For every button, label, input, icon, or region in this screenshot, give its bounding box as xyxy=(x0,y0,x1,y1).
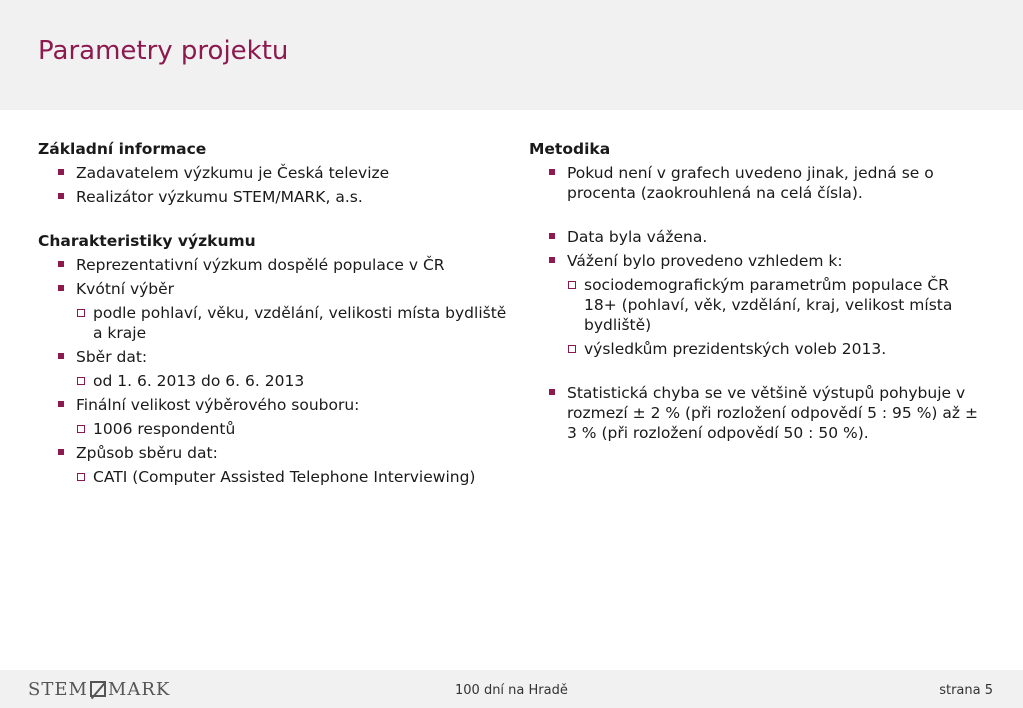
square-bullet-icon xyxy=(58,169,64,175)
basic-info-heading: Základní informace xyxy=(38,140,207,158)
sub-list-item: sociodemografickým parametrům populace ČR 18+ (pohlaví, věk, vzdělání, kraj, velikost místa bydliště) xyxy=(529,275,984,335)
error-list xyxy=(529,383,984,443)
square-bullet-icon xyxy=(549,169,555,175)
hollow-square-bullet-icon xyxy=(568,281,576,289)
hollow-square-bullet-icon xyxy=(77,473,85,481)
page-title: Parametry projektu xyxy=(38,36,289,66)
list-item: Finální velikost výběrového souboru: xyxy=(38,395,508,415)
footer-caption: 100 dní na Hradě xyxy=(455,683,568,698)
square-bullet-icon xyxy=(58,449,64,455)
sub-list-item: od 1. 6. 2013 do 6. 6. 2013 xyxy=(38,371,508,391)
list-item: Reprezentativní výzkum dospělé populace v ČR xyxy=(38,255,508,275)
square-bullet-icon xyxy=(549,257,555,263)
sub-list-item: CATI (Computer Assisted Telephone Interviewing) xyxy=(38,467,508,487)
list-item: Zadavatelem výzkumu je Česká televize xyxy=(38,163,508,183)
square-bullet-icon xyxy=(58,261,64,267)
methodology-list xyxy=(529,163,984,203)
list-item: Vážení bylo provedeno vzhledem k: xyxy=(529,251,984,271)
left-column xyxy=(38,139,508,491)
sub-list-item: výsledkům prezidentských voleb 2013. xyxy=(529,339,984,359)
square-bullet-icon xyxy=(58,285,64,291)
characteristics-list xyxy=(38,255,508,487)
hollow-square-bullet-icon xyxy=(77,425,85,433)
right-column xyxy=(529,139,984,447)
list-item: Sběr dat: xyxy=(38,347,508,367)
list-item: Realizátor výzkumu STEM/MARK, a.s. xyxy=(38,187,508,207)
list-item: Statistická chyba se ve většině výstupů pohybuje v rozmezí ± 2 % (při rozložení odpovědí 5 : 95 %) až ± 3 % (při rozložení odpovědí 50 : 50 %). xyxy=(529,383,984,443)
page-number: strana 5 xyxy=(939,683,993,698)
sub-list-item: podle pohlaví, věku, vzdělání, velikosti místa bydliště a kraje xyxy=(38,303,508,343)
list-item: Pokud není v grafech uvedeno jinak, jedná se o procenta (zaokrouhlená na celá čísla). xyxy=(529,163,984,203)
square-bullet-icon xyxy=(58,193,64,199)
hollow-square-bullet-icon xyxy=(568,345,576,353)
list-item: Způsob sběru dat: xyxy=(38,443,508,463)
sub-list-item: 1006 respondentů xyxy=(38,419,508,439)
stem-mark-logo: STEM MARK xyxy=(28,678,171,700)
square-bullet-icon xyxy=(549,389,555,395)
weighting-list xyxy=(529,227,984,359)
hollow-square-bullet-icon xyxy=(77,309,85,317)
hollow-square-bullet-icon xyxy=(77,377,85,385)
methodology-heading: Metodika xyxy=(529,140,611,158)
list-item: Data byla vážena. xyxy=(529,227,984,247)
square-bullet-icon xyxy=(58,353,64,359)
basic-info-list xyxy=(38,163,508,207)
list-item: Kvótní výběr xyxy=(38,279,508,299)
square-bullet-icon xyxy=(58,401,64,407)
characteristics-heading: Charakteristiky výzkumu xyxy=(38,232,256,250)
logo-slash-icon xyxy=(90,681,106,697)
square-bullet-icon xyxy=(549,233,555,239)
